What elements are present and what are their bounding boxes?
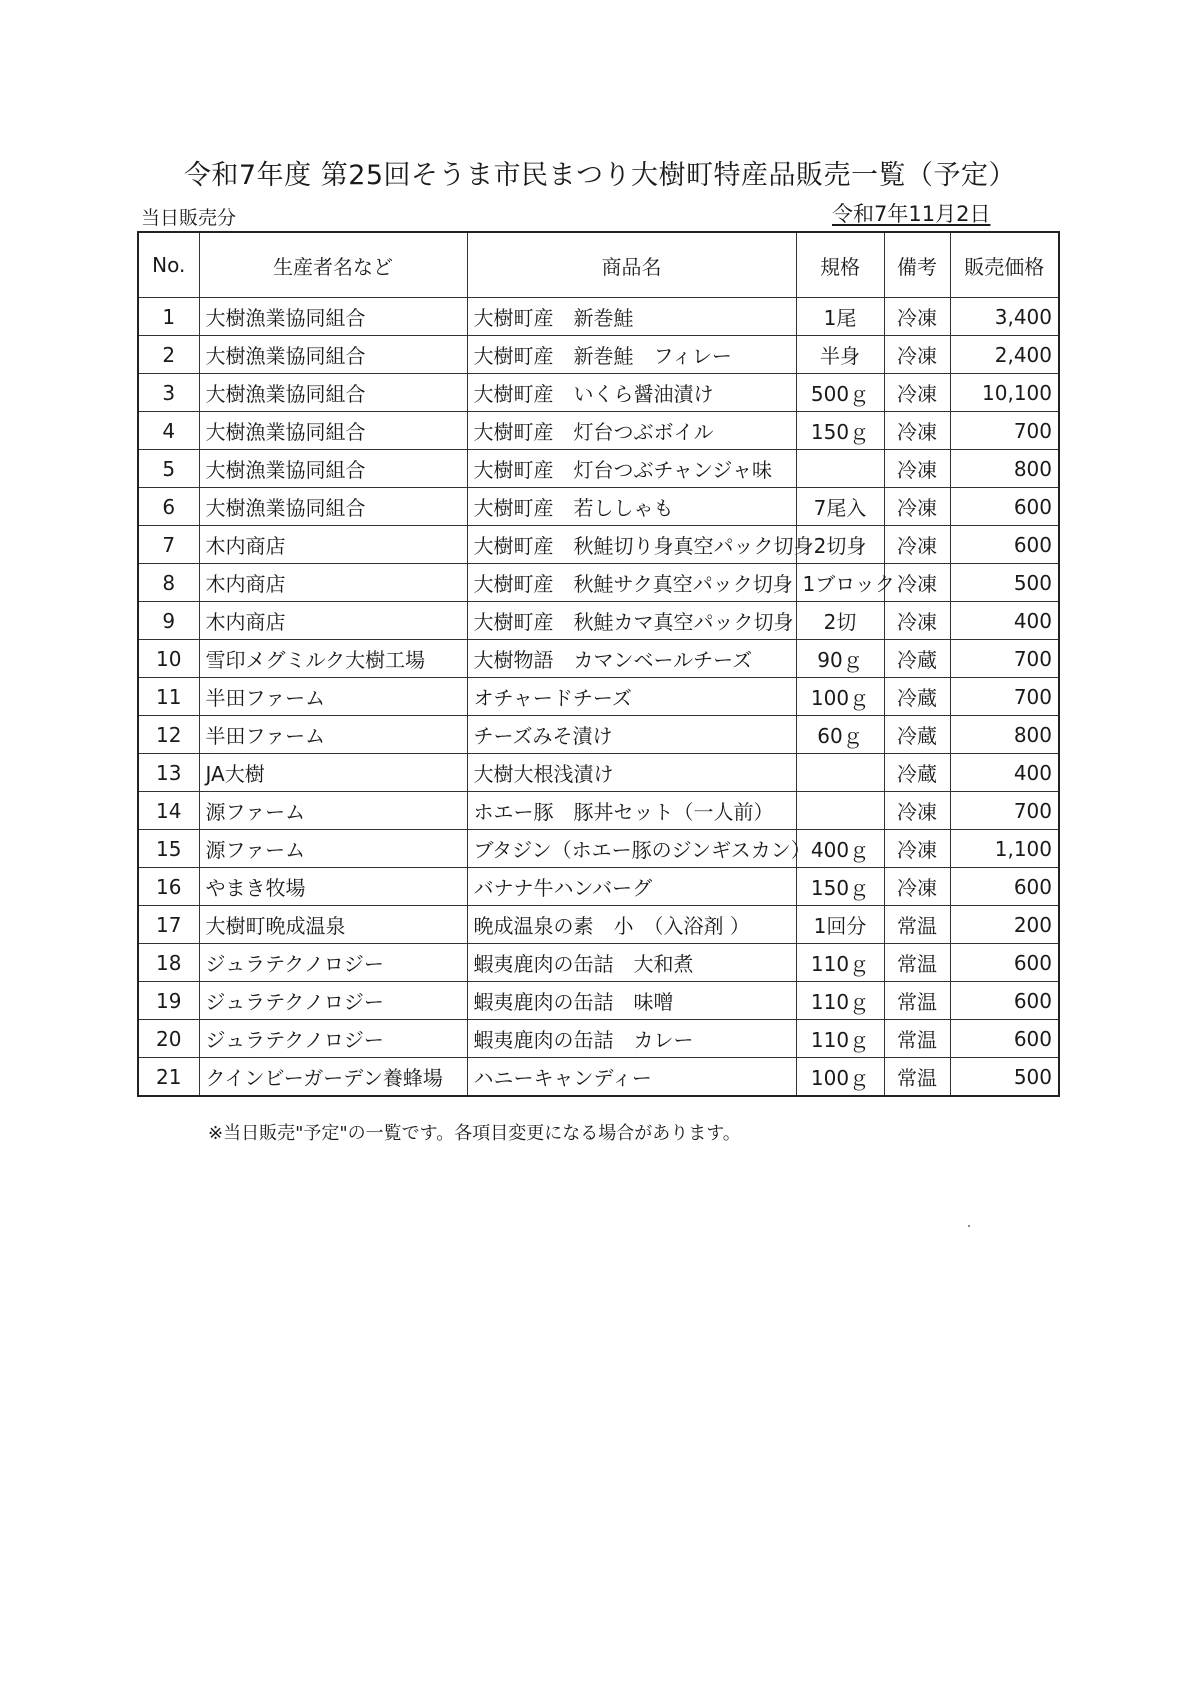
cell-producer: 大樹漁業協同組合 <box>199 298 467 336</box>
cell-note: 常温 <box>884 1020 950 1058</box>
cell-no: 11 <box>138 678 199 716</box>
cell-no: 17 <box>138 906 199 944</box>
cell-price: 600 <box>950 1020 1059 1058</box>
cell-producer: 木内商店 <box>199 564 467 602</box>
cell-no: 20 <box>138 1020 199 1058</box>
cell-price: 400 <box>950 754 1059 792</box>
cell-no: 16 <box>138 868 199 906</box>
cell-producer: JA大樹 <box>199 754 467 792</box>
cell-producer: クインビーガーデン養蜂場 <box>199 1058 467 1097</box>
table-row <box>138 754 1059 792</box>
cell-product: オチャードチーズ <box>467 678 796 716</box>
cell-product: 大樹大根浅漬け <box>467 754 796 792</box>
cell-spec: 半身 <box>796 336 884 374</box>
cell-note: 常温 <box>884 982 950 1020</box>
header-note: 備考 <box>884 232 950 298</box>
cell-note: 冷蔵 <box>884 716 950 754</box>
cell-producer: 大樹漁業協同組合 <box>199 412 467 450</box>
table-row <box>138 450 1059 488</box>
cell-producer: 半田ファーム <box>199 716 467 754</box>
cell-product: 大樹町産 秋鮭カマ真空パック切身 <box>467 602 796 640</box>
table-row <box>138 640 1059 678</box>
cell-producer: 大樹漁業協同組合 <box>199 374 467 412</box>
cell-product: 大樹町産 灯台つぶチャンジャ味 <box>467 450 796 488</box>
cell-producer: ジュラテクノロジー <box>199 982 467 1020</box>
cell-note: 常温 <box>884 906 950 944</box>
cell-product: 大樹町産 灯台つぶボイル <box>467 412 796 450</box>
cell-no: 19 <box>138 982 199 1020</box>
cell-product: 蝦夷鹿肉の缶詰 大和煮 <box>467 944 796 982</box>
table-row <box>138 830 1059 868</box>
cell-note: 冷蔵 <box>884 754 950 792</box>
cell-producer: 半田ファーム <box>199 678 467 716</box>
table-row <box>138 488 1059 526</box>
cell-producer: 木内商店 <box>199 602 467 640</box>
sales-category-label: 当日販売分 <box>141 207 237 229</box>
cell-spec: 2切身 <box>796 526 884 564</box>
cell-spec: 110ｇ <box>796 944 884 982</box>
cell-product: 大樹物語 カマンベールチーズ <box>467 640 796 678</box>
table-row <box>138 906 1059 944</box>
table-row <box>138 336 1059 374</box>
cell-price: 1,100 <box>950 830 1059 868</box>
cell-no: 5 <box>138 450 199 488</box>
cell-note: 冷凍 <box>884 298 950 336</box>
cell-product: 大樹町産 新巻鮭 <box>467 298 796 336</box>
cell-product: 蝦夷鹿肉の缶詰 カレー <box>467 1020 796 1058</box>
cell-product: 大樹町産 新巻鮭 フィレー <box>467 336 796 374</box>
table-row <box>138 716 1059 754</box>
cell-price: 700 <box>950 678 1059 716</box>
cell-no: 15 <box>138 830 199 868</box>
table-header <box>138 232 1059 298</box>
cell-product: 大樹町産 秋鮭切り身真空パック切身 <box>467 526 796 564</box>
cell-spec <box>796 754 884 792</box>
cell-note: 常温 <box>884 1058 950 1097</box>
cell-product: バナナ牛ハンバーグ <box>467 868 796 906</box>
cell-producer: ジュラテクノロジー <box>199 944 467 982</box>
table-row <box>138 298 1059 336</box>
cell-no: 2 <box>138 336 199 374</box>
cell-note: 冷凍 <box>884 526 950 564</box>
header-producer: 生産者名など <box>199 232 467 298</box>
table-row <box>138 1020 1059 1058</box>
table-row <box>138 868 1059 906</box>
cell-price: 200 <box>950 906 1059 944</box>
cell-no: 6 <box>138 488 199 526</box>
cell-no: 12 <box>138 716 199 754</box>
cell-note: 冷凍 <box>884 602 950 640</box>
table-row <box>138 678 1059 716</box>
cell-producer: 源ファーム <box>199 792 467 830</box>
cell-spec <box>796 450 884 488</box>
cell-no: 21 <box>138 1058 199 1097</box>
cell-no: 13 <box>138 754 199 792</box>
cell-spec <box>796 792 884 830</box>
header-price: 販売価格 <box>950 232 1059 298</box>
cell-note: 冷凍 <box>884 450 950 488</box>
cell-spec: 100ｇ <box>796 1058 884 1097</box>
page-title: 令和7年度 第25回そうま市民まつり大樹町特産品販売一覧（予定） <box>183 160 1017 191</box>
cell-price: 2,400 <box>950 336 1059 374</box>
document-date: 令和7年11月2日 <box>832 202 991 226</box>
scan-speck <box>968 1225 970 1227</box>
cell-spec: 90ｇ <box>796 640 884 678</box>
cell-no: 9 <box>138 602 199 640</box>
cell-product: 晩成温泉の素 小 （入浴剤 ） <box>467 906 796 944</box>
cell-product: ブタジン（ホエー豚のジンギスカン） <box>467 830 796 868</box>
cell-note: 冷凍 <box>884 564 950 602</box>
cell-product: 蝦夷鹿肉の缶詰 味噌 <box>467 982 796 1020</box>
cell-producer: 木内商店 <box>199 526 467 564</box>
footnote: ※当日販売"予定"の一覧です。各項目変更になる場合があります。 <box>208 1123 741 1144</box>
cell-note: 冷凍 <box>884 412 950 450</box>
table-row <box>138 792 1059 830</box>
cell-note: 冷蔵 <box>884 640 950 678</box>
cell-note: 冷凍 <box>884 374 950 412</box>
table-row <box>138 1058 1059 1097</box>
cell-price: 500 <box>950 1058 1059 1097</box>
cell-no: 3 <box>138 374 199 412</box>
cell-producer: 雪印メグミルク大樹工場 <box>199 640 467 678</box>
cell-no: 14 <box>138 792 199 830</box>
cell-price: 600 <box>950 526 1059 564</box>
table-row <box>138 564 1059 602</box>
cell-no: 4 <box>138 412 199 450</box>
header-no: No. <box>138 232 199 298</box>
header-row <box>138 232 1059 298</box>
cell-price: 600 <box>950 982 1059 1020</box>
cell-spec: 110ｇ <box>796 1020 884 1058</box>
cell-price: 3,400 <box>950 298 1059 336</box>
cell-price: 700 <box>950 412 1059 450</box>
cell-price: 600 <box>950 488 1059 526</box>
cell-note: 冷凍 <box>884 488 950 526</box>
cell-note: 冷凍 <box>884 336 950 374</box>
header-spec: 規格 <box>796 232 884 298</box>
cell-spec: 400ｇ <box>796 830 884 868</box>
table-row <box>138 602 1059 640</box>
cell-producer: ジュラテクノロジー <box>199 1020 467 1058</box>
table-row <box>138 526 1059 564</box>
cell-price: 500 <box>950 564 1059 602</box>
cell-spec: 500ｇ <box>796 374 884 412</box>
cell-product: 大樹町産 秋鮭サク真空パック切身 <box>467 564 796 602</box>
cell-producer: 大樹町晩成温泉 <box>199 906 467 944</box>
cell-spec: 1ブロック <box>796 564 884 602</box>
table-row <box>138 944 1059 982</box>
table-row <box>138 412 1059 450</box>
cell-price: 400 <box>950 602 1059 640</box>
cell-price: 700 <box>950 792 1059 830</box>
cell-spec: 7尾入 <box>796 488 884 526</box>
cell-price: 800 <box>950 450 1059 488</box>
cell-producer: 源ファーム <box>199 830 467 868</box>
cell-no: 7 <box>138 526 199 564</box>
cell-price: 10,100 <box>950 374 1059 412</box>
cell-spec: 60ｇ <box>796 716 884 754</box>
cell-no: 10 <box>138 640 199 678</box>
table-row <box>138 374 1059 412</box>
cell-product: 大樹町産 いくら醤油漬け <box>467 374 796 412</box>
cell-product: チーズみそ漬け <box>467 716 796 754</box>
table-body <box>138 298 1059 1097</box>
cell-price: 800 <box>950 716 1059 754</box>
cell-no: 18 <box>138 944 199 982</box>
cell-producer: 大樹漁業協同組合 <box>199 488 467 526</box>
cell-price: 700 <box>950 640 1059 678</box>
product-table <box>137 231 1060 1097</box>
cell-note: 冷凍 <box>884 830 950 868</box>
cell-spec: 100ｇ <box>796 678 884 716</box>
cell-no: 8 <box>138 564 199 602</box>
cell-spec: 1回分 <box>796 906 884 944</box>
cell-note: 冷凍 <box>884 792 950 830</box>
cell-product: ホエー豚 豚丼セット（一人前） <box>467 792 796 830</box>
cell-spec: 2切 <box>796 602 884 640</box>
cell-note: 常温 <box>884 944 950 982</box>
cell-spec: 110ｇ <box>796 982 884 1020</box>
cell-no: 1 <box>138 298 199 336</box>
cell-spec: 150ｇ <box>796 868 884 906</box>
cell-spec: 150ｇ <box>796 412 884 450</box>
table-row <box>138 982 1059 1020</box>
cell-price: 600 <box>950 868 1059 906</box>
header-product: 商品名 <box>467 232 796 298</box>
cell-spec: 1尾 <box>796 298 884 336</box>
cell-producer: やまき牧場 <box>199 868 467 906</box>
cell-product: 大樹町産 若ししゃも <box>467 488 796 526</box>
cell-price: 600 <box>950 944 1059 982</box>
cell-product: ハニーキャンディー <box>467 1058 796 1097</box>
cell-note: 冷凍 <box>884 868 950 906</box>
cell-producer: 大樹漁業協同組合 <box>199 450 467 488</box>
cell-producer: 大樹漁業協同組合 <box>199 336 467 374</box>
cell-note: 冷蔵 <box>884 678 950 716</box>
